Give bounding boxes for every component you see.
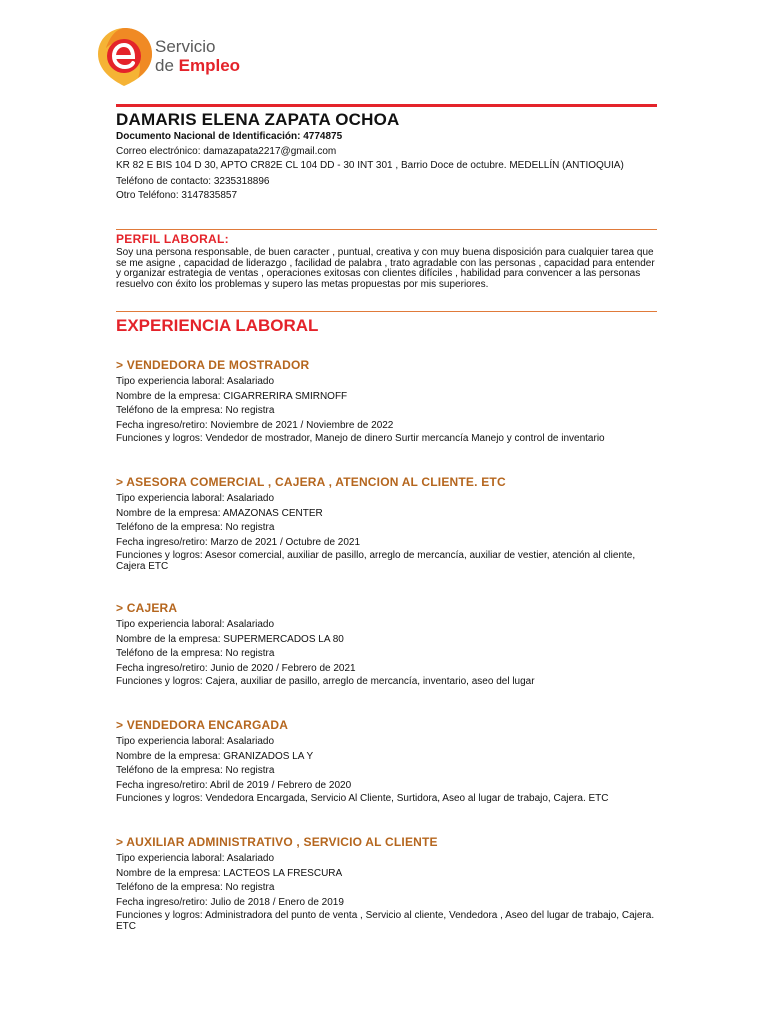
email-line: Correo electrónico: damazapata2217@gmail.com — [116, 146, 337, 157]
perfil-text: Soy una persona responsable, de buen caracter , puntual, creativa y con muy buena disposición para cualquier tarea que se me asigne , capacidad de liderazgo , facilidad de palabra , trato agradable con las personas , capacidad para entender y organizar estrategia de ventas , operaciones exitosas con clientes difíciles , habilidad para convencer a las personas resuelvo con éxito los problemas y supero las metas propuestas por mis superiores. — [116, 247, 655, 290]
job-funciones: Funciones y logros: Cajera, auxiliar de pasillo, arreglo de mercancía, inventario, aseo del lugar — [116, 676, 535, 687]
job-entry — [116, 718, 661, 807]
job-telefono: Teléfono de la empresa: No registra — [116, 765, 275, 776]
experiencia-divider — [116, 311, 657, 312]
job-title: > AUXILIAR ADMINISTRATIVO , SERVICIO AL CLIENTE — [116, 835, 438, 849]
job-entry — [116, 475, 661, 575]
job-tipo: Tipo experiencia laboral: Asalariado — [116, 376, 275, 387]
job-fecha: Fecha ingreso/retiro: Abril de 2019 / Febrero de 2020 — [116, 779, 352, 791]
perfil-divider — [116, 229, 657, 230]
job-fecha: Fecha ingreso/retiro: Noviembre de 2021 / Noviembre de 2022 — [116, 419, 394, 431]
perfil-title: PERFIL LABORAL: — [116, 232, 229, 246]
job-entry — [116, 358, 661, 447]
job-tipo: Tipo experiencia laboral: Asalariado — [116, 736, 275, 747]
address-line: KR 82 E BIS 104 D 30, APTO CR82E CL 104 DD - 30 INT 301 , Barrio Doce de octubre. MEDELLÍN (ANTIOQUIA) — [116, 160, 624, 171]
job-entry — [116, 601, 661, 690]
job-telefono: Teléfono de la empresa: No registra — [116, 405, 275, 416]
job-funciones: Funciones y logros: Asesor comercial, auxiliar de pasillo, arreglo de mercancía, auxiliar de vestier, atención al cliente, Cajera ETC — [116, 550, 636, 572]
document-id: Documento Nacional de Identificación: 4774875 — [116, 131, 343, 142]
job-telefono: Teléfono de la empresa: No registra — [116, 648, 275, 659]
job-empresa: Nombre de la empresa: CIGARRERIRA SMIRNOFF — [116, 390, 348, 402]
job-tipo: Tipo experiencia laboral: Asalariado — [116, 493, 275, 504]
job-entry — [116, 835, 661, 935]
job-funciones: Funciones y logros: Administradora del punto de venta , Servicio al cliente, Vendedora , Aseo del lugar de trabajo, Cajera. ETC — [116, 910, 655, 932]
job-telefono: Teléfono de la empresa: No registra — [116, 522, 275, 533]
job-fecha: Fecha ingreso/retiro: Julio de 2018 / Enero de 2019 — [116, 896, 344, 908]
servicio-de-empleo-logo — [94, 24, 264, 90]
job-empresa: Nombre de la empresa: SUPERMERCADOS LA 80 — [116, 633, 344, 645]
job-empresa: Nombre de la empresa: GRANIZADOS LA Y — [116, 750, 314, 762]
job-telefono: Teléfono de la empresa: No registra — [116, 882, 275, 893]
job-empresa: Nombre de la empresa: LACTEOS LA FRESCURA — [116, 867, 343, 879]
header-divider — [116, 104, 657, 107]
candidate-name: DAMARIS ELENA ZAPATA OCHOA — [116, 110, 400, 129]
logo-line-servicio: Servicio — [155, 37, 216, 56]
contact-phone: Teléfono de contacto: 3235318896 — [116, 176, 270, 187]
job-title: > CAJERA — [116, 601, 178, 615]
job-funciones: Funciones y logros: Vendedora Encargada, Servicio Al Cliente, Surtidora, Aseo al lugar de trabajo, Cajera. ETC — [116, 793, 609, 804]
job-fecha: Fecha ingreso/retiro: Marzo de 2021 / Octubre de 2021 — [116, 536, 361, 548]
job-tipo: Tipo experiencia laboral: Asalariado — [116, 853, 275, 864]
job-title: > VENDEDORA ENCARGADA — [116, 718, 289, 732]
logo-line-empleo — [155, 56, 240, 75]
logo-text — [155, 37, 240, 75]
job-title: > VENDEDORA DE MOSTRADOR — [116, 358, 310, 372]
logo-de: de — [155, 56, 179, 75]
job-fecha: Fecha ingreso/retiro: Junio de 2020 / Febrero de 2021 — [116, 662, 356, 674]
job-title: > ASESORA COMERCIAL , CAJERA , ATENCION AL CLIENTE. ETC — [116, 475, 506, 489]
other-phone: Otro Teléfono: 3147835857 — [116, 190, 238, 201]
job-empresa: Nombre de la empresa: AMAZONAS CENTER — [116, 507, 323, 519]
experiencia-title: EXPERIENCIA LABORAL — [116, 316, 319, 335]
job-funciones: Funciones y logros: Vendedor de mostrador, Manejo de dinero Surtir mercancía Manejo y control de inventario — [116, 433, 605, 444]
logo-e-icon — [94, 24, 156, 90]
logo-empleo-accent: Empleo — [178, 56, 241, 75]
job-tipo: Tipo experiencia laboral: Asalariado — [116, 619, 275, 630]
